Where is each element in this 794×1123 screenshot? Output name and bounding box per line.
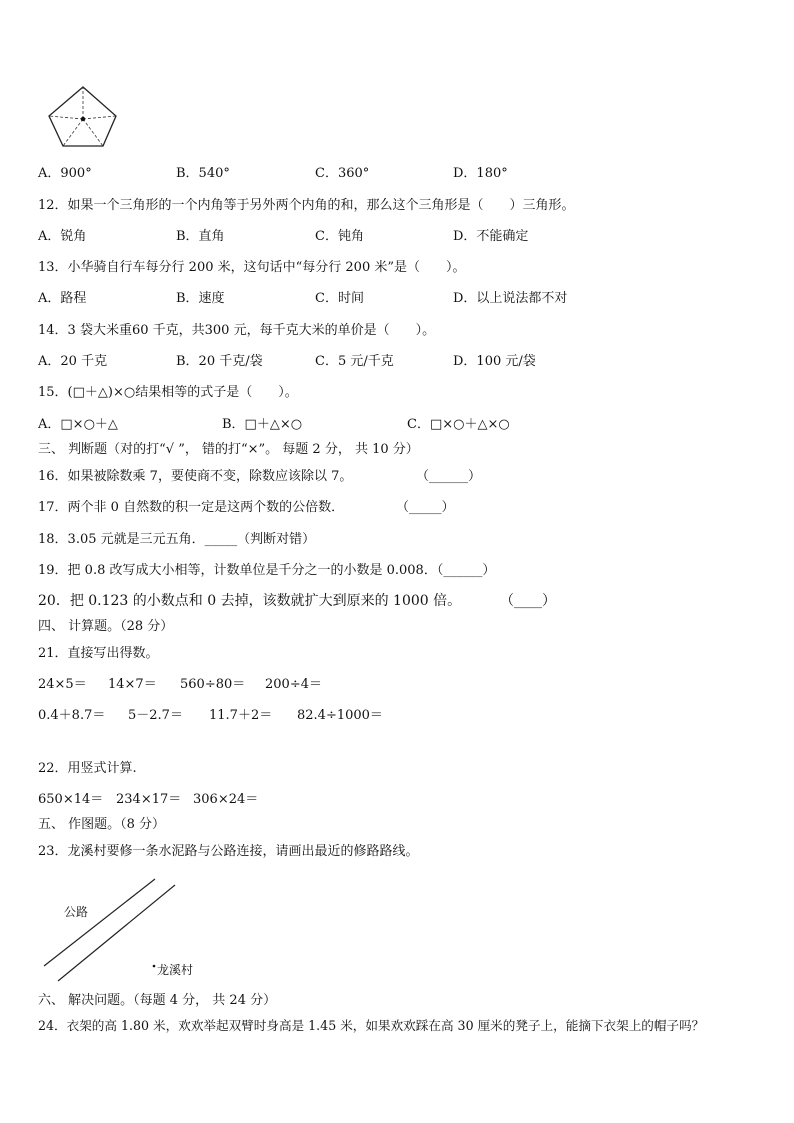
q14-option-c: C．5 元/千克: [315, 354, 394, 369]
q14-text: 14．3 袋大米重60 千克，共300 元，每千克大米的单价是（ ）。: [38, 323, 436, 338]
q13-option-c: C．时间: [315, 291, 364, 306]
q20-answer-blank[interactable]: （____）: [500, 593, 556, 609]
q15-option-b: B．□＋△×○: [222, 417, 303, 432]
q20-text: 20．把 0.123 的小数点和 0 去掉，该数就扩大到原来的 1000 倍。: [38, 593, 462, 609]
q17-text: 17．两个非 0 自然数的积一定是这两个数的公倍数．: [38, 500, 345, 515]
q13-text: 13．小华骑自行车每分行 200 米，这句话中“每分行 200 米”是（ ）。: [38, 260, 466, 275]
q16-answer-blank[interactable]: （______）: [416, 469, 482, 484]
q13-option-a: A．路程: [38, 291, 87, 306]
q15-option-c: C．□×○＋△×○: [407, 417, 510, 432]
q21-expr-4: 200÷4＝: [265, 677, 322, 692]
q14-option-a: A．20 千克: [38, 354, 108, 369]
q11-option-b: B．540°: [176, 166, 230, 181]
q24-text: 24．衣架的高 1.80 米，欢欢举起双臂时身高是 1.45 米，如果欢欢踩在高 30 厘米的凳子上，能摘下衣架上的帽子吗？: [38, 1018, 705, 1033]
section-5-title: 五、 作图题。（8 分）: [38, 817, 166, 832]
q23-text: 23．龙溪村要修一条水泥路与公路连接，请画出最近的修路路线。: [38, 844, 419, 859]
q12-option-b: B．直角: [176, 229, 225, 244]
q22-expr-1: 650×14＝: [38, 792, 104, 807]
q22-expr-2: 234×17＝: [116, 792, 182, 807]
q14-option-b: B．20 千克/袋: [176, 354, 263, 369]
q11-option-d: D．180°: [453, 166, 508, 181]
q13-option-d: D．以上说法都不对: [453, 291, 568, 306]
q21-expr-3: 560÷80＝: [180, 677, 246, 692]
q21-expr-2: 14×7＝: [108, 677, 157, 692]
section-3-title: 三、 判断题（对的打“√ ”， 错的打“×”。 每题 2 分， 共 10 分）: [38, 442, 419, 457]
q21-expr-6: 5－2.7＝: [128, 708, 183, 723]
q12-option-c: C．钝角: [315, 229, 364, 244]
village-dot: [153, 965, 156, 968]
q18-text: 18．3.05 元就是三元五角．_____（判断对错）: [38, 532, 316, 547]
q21-text: 21．直接写出得数。: [38, 646, 159, 661]
section-4-title: 四、 计算题。（28 分）: [38, 619, 174, 634]
q21-expr-7: 11.7＋2＝: [209, 708, 273, 723]
q15-option-a: A．□×○＋△: [38, 417, 118, 432]
q19-text: 19．把 0.8 改写成大小相等，计数单位是千分之一的小数是 0.008．（______）: [38, 563, 496, 578]
q21-expr-8: 82.4÷1000＝: [297, 708, 383, 723]
q12-text: 12．如果一个三角形的一个内角等于另外两个内角的和，那么这个三角形是（ ）三角形。: [38, 198, 575, 213]
village-label: 龙溪村: [157, 963, 194, 977]
q11-option-c: C．360°: [315, 166, 370, 181]
q21-expr-1: 24×5＝: [38, 677, 87, 692]
q11-option-a: A．900°: [38, 166, 92, 181]
q14-option-d: D．100 元/袋: [453, 354, 536, 369]
q13-option-b: B．速度: [176, 291, 225, 306]
q12-option-d: D．不能确定: [453, 229, 529, 244]
section-6-title: 六、 解决问题。（每题 4 分， 共 24 分）: [38, 993, 277, 1008]
q21-expr-5: 0.4＋8.7＝: [38, 708, 106, 723]
road-label: 公路: [64, 905, 89, 919]
q16-text: 16．如果被除数乘 7，要使商不变，除数应该除以 7。: [38, 469, 353, 484]
q22-text: 22．用竖式计算.: [38, 761, 137, 776]
q15-text: 15．(□＋△)×○结果相等的式子是（ ）。: [38, 385, 298, 400]
q22-expr-3: 306×24＝: [193, 792, 259, 807]
q12-option-a: A．锐角: [38, 229, 87, 244]
q17-answer-blank[interactable]: （_____）: [396, 500, 455, 515]
